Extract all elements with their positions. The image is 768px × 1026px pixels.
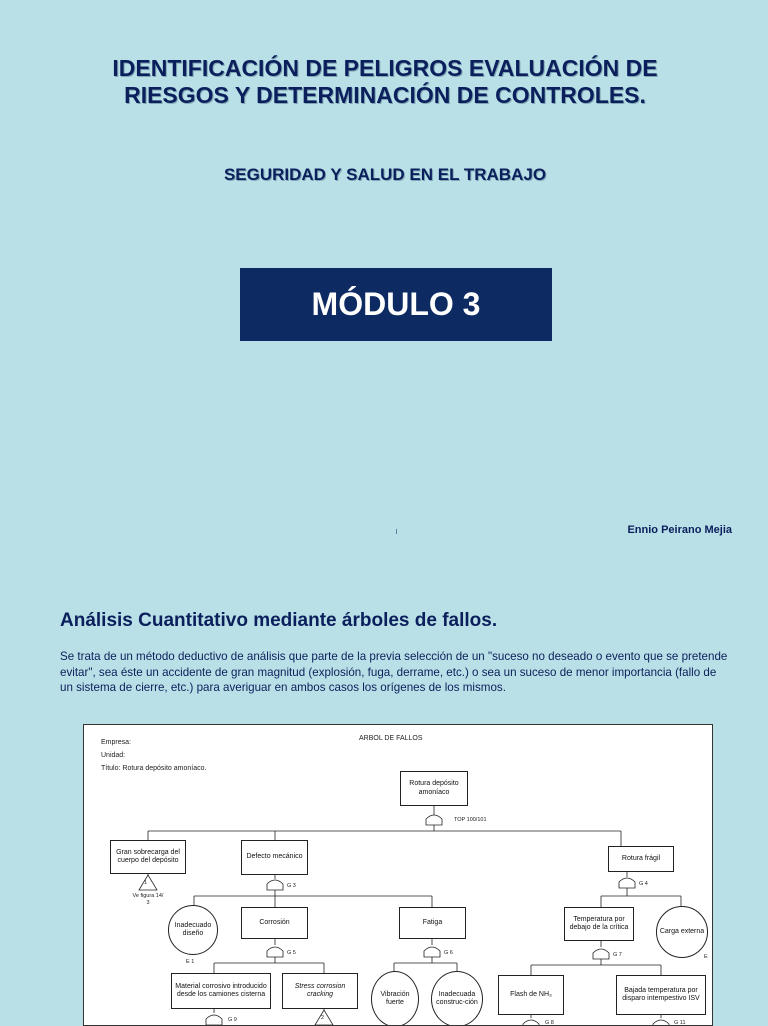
node-stress-corrosion: Stress corrosion cracking [282,973,358,1009]
node-corrosion: Corrosión [241,907,308,939]
node-inadecuada-construccion: Inadecuada construc-ción [431,971,483,1026]
node-material-corrosivo: Material corrosivo introducido desde los camiones cisterna [171,973,271,1009]
node-defecto-mecanico: Defecto mecánico [241,840,308,875]
node-flash-nh3: Flash de NH₃ [498,975,564,1015]
transfer-1-label: 1 [144,880,148,886]
label-g3: G 3 [287,883,296,889]
node-vibracion-fuerte: Vibración fuerte [371,971,419,1026]
figure-meta [101,736,206,775]
label-top-gate: TOP 100/101 [454,817,487,823]
node-top-event: Rotura depósito amoníaco [400,771,468,806]
slide-subtitle: SEGURIDAD Y SALUD EN EL TRABAJO [223,165,547,184]
node-inadecuado-diseno: Inadecuado diseño [168,905,218,955]
transfer-2-label: 2 [321,1015,325,1021]
node-fatiga: Fatiga [399,907,466,939]
module-label: MÓDULO 3 [311,286,481,322]
section-heading: Análisis Cuantitativo mediante árboles de fallos. [60,610,498,631]
meta-unidad: Unidad: [101,752,126,759]
meta-titulo: Título: Rotura depósito amoníaco. [101,765,207,772]
node-temperatura: Temperatura por debajo de la crítica [564,907,634,941]
label-g7: G 7 [613,952,622,958]
ver-figura-note: Ve figura 14/ 3 [132,893,164,906]
author-name: Ennio Peirano Mejia [627,524,732,536]
meta-empresa: Empresa: [101,739,131,746]
node-bajada-temperatura: Bajada temperatura por disparo intempestivo ISV [616,975,706,1015]
slide-title: IDENTIFICACIÓN DE PELIGROS EVALUACIÓN DE RIESGOS Y DETERMINACIÓN DE CONTROLES. [112,55,658,108]
label-g4: G 4 [639,881,648,887]
figure-title: ARBOL DE FALLOS [359,735,423,742]
label-g8: G 8 [545,1020,554,1026]
tick-mark [396,529,397,534]
label-e-carga: E [704,954,708,960]
fault-tree-figure [83,724,713,1026]
node-carga-externa: Carga externa [656,906,708,958]
label-e1: E 1 [186,959,195,965]
module-banner [240,268,552,341]
label-g6: G 6 [444,950,453,956]
node-rotura-fragil: Rotura frágil [608,846,674,872]
label-g5: G 5 [287,950,296,956]
node-gran-sobrecarga: Gran sobrecarga del cuerpo del depósito [110,840,186,874]
label-g11: G 11 [674,1020,686,1026]
label-g9: G 9 [228,1017,237,1023]
body-paragraph: Se trata de un método deductivo de análisis que parte de la previa selección de un "suceso no deseado o evento que se pretende evitar", sea éste un accidente de gran magnitud (explosión, fuga, derrame, etc.) o sea un suceso de menor importancia (fallo de un sistema de cierre, etc.) para averiguar en ambos casos los orígenes de los mismos. [60,650,728,694]
